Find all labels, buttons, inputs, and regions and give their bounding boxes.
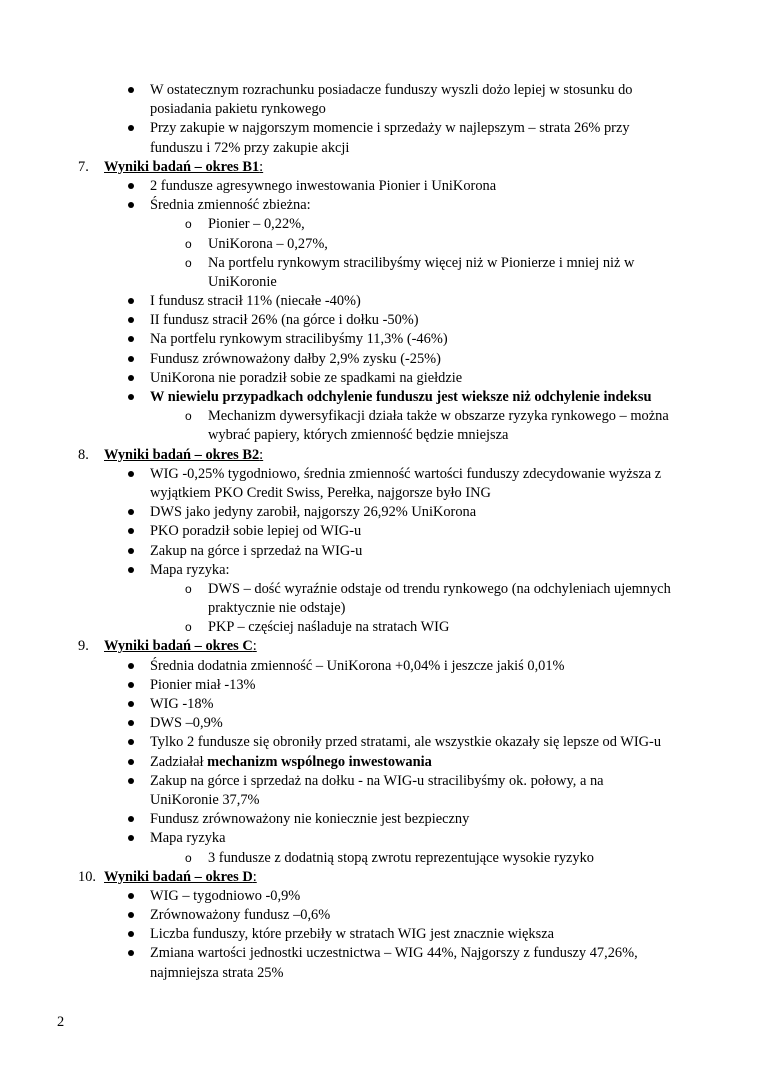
section-title	[104, 158, 263, 177]
circle-bullet-icon: o	[185, 409, 192, 424]
list-item	[0, 772, 760, 791]
item-text: II fundusz stracił 26% (na górce i dołku -50%)	[150, 312, 419, 329]
item-text: Mapa ryzyka:	[150, 561, 230, 578]
sub-list-item	[0, 580, 760, 599]
circle-bullet-icon: o	[185, 255, 192, 270]
list-item	[0, 657, 760, 676]
item-text: DWS –0,9%	[150, 715, 223, 732]
list-item	[0, 388, 760, 407]
circle-bullet-icon: o	[185, 236, 192, 251]
item-text: UniKoronie 37,7%	[150, 791, 260, 808]
item-text: wybrać papiery, których zmienność będzie mniejsza	[208, 427, 509, 444]
item-text: WIG -18%	[150, 696, 214, 712]
item-text: Zakup na górce i sprzedaż na WIG-u	[150, 542, 363, 559]
item-text: Zakup na górce i sprzedaż na dołku - na WIG-u stracilibyśmy ok. połowy, a na	[150, 772, 604, 789]
section-title-text: Wyniki badań – okres B1	[104, 158, 260, 175]
sub-list-item	[0, 599, 760, 618]
item-text: Fundusz zrównoważony nie koniecznie jest bezpieczny	[150, 811, 470, 828]
section-number: 9.	[78, 638, 89, 655]
item-text: W niewielu przypadkach odchylenie funduszu jest wieksze niż odchylenie indeksu	[150, 389, 652, 405]
sub-list-item	[0, 273, 760, 292]
item-text: Liczba funduszy, które przebiły w stratach WIG jest znacznie większa	[150, 926, 554, 943]
section-title-text: Wyniki badań – okres C	[104, 638, 253, 655]
item-text: WIG – tygodniowo -0,9%	[150, 887, 301, 904]
section-title	[104, 446, 263, 465]
item-text: 2 fundusze agresywnego inwestowania Pionier i UniKorona	[150, 177, 497, 194]
item-text: Zrównoważony fundusz –0,6%	[150, 907, 331, 924]
sub-list-item	[0, 235, 760, 254]
list-item	[0, 484, 760, 503]
item-text: Średnia dodatnia zmienność – UniKorona +0,04% i jeszcze jakiś 0,01%	[150, 657, 565, 674]
item-text: Na portfelu rynkowym stracilibyśmy więcej niż w Pionierze i mniej niż w	[208, 254, 635, 271]
item-text: Na portfelu rynkowym stracilibyśmy 11,3% (-46%)	[150, 331, 448, 348]
list-item	[0, 177, 760, 196]
list-item	[0, 330, 760, 349]
section-heading	[0, 446, 760, 465]
section-title-colon: :	[259, 446, 264, 463]
section-heading	[0, 158, 760, 177]
section-title-colon: :	[252, 638, 257, 655]
section-heading	[0, 868, 760, 887]
item-text: DWS jako jedyny zarobił, najgorszy 26,92% UniKorona	[150, 504, 477, 521]
sub-list-item	[0, 426, 760, 445]
item-text: Pionier – 0,22%,	[208, 216, 305, 233]
list-item	[0, 714, 760, 733]
list-item	[0, 311, 760, 330]
section-title	[104, 868, 257, 887]
circle-bullet-icon: o	[185, 620, 192, 635]
document-body	[0, 81, 760, 983]
sub-list-item	[0, 215, 760, 234]
list-item	[0, 676, 760, 695]
item-text-prefix: Zadziałał	[150, 753, 208, 770]
item-text: praktycznie nie odstaje)	[208, 600, 346, 617]
item-text: Przy zakupie w najgorszym momencie i sprzedaży w najlepszym – strata 26% przy	[150, 120, 630, 137]
section-number: 10.	[78, 868, 96, 885]
item-text: PKP – częściej naśladuje na stratach WIG	[208, 619, 450, 636]
list-item	[0, 829, 760, 848]
item-text: Fundusz zrównoważony dałby 2,9% zysku (-25%)	[150, 350, 441, 367]
sub-list-item	[0, 407, 760, 426]
list-item	[0, 369, 760, 388]
item-text: Zmiana wartości jednostki uczestnictwa – WIG 44%, Najgorszy z funduszy 47,26%,	[150, 945, 638, 962]
list-item	[0, 561, 760, 580]
list-item	[0, 139, 760, 158]
item-text: W ostatecznym rozrachunku posiadacze funduszy wyszli dożo lepiej w stosunku do	[150, 82, 633, 98]
list-item	[0, 925, 760, 944]
list-item	[0, 292, 760, 311]
list-item	[0, 964, 760, 983]
list-item	[0, 465, 760, 484]
section-title	[104, 637, 257, 656]
item-text: najmniejsza strata 25%	[150, 964, 284, 981]
item-text: I fundusz stracił 11% (niecałe -40%)	[150, 293, 361, 310]
section-number: 7.	[78, 158, 89, 175]
item-text: UniKorona nie poradził sobie ze spadkami na giełdzie	[150, 369, 463, 386]
list-item	[0, 196, 760, 215]
section-title-colon: :	[259, 158, 264, 175]
list-item	[0, 100, 760, 119]
item-text: funduszu i 72% przy zakupie akcji	[150, 139, 350, 156]
list-item	[0, 695, 760, 714]
item-text	[150, 753, 432, 772]
item-text: DWS – dość wyraźnie odstaje od trendu rynkowego (na odchyleniach ujemnych	[208, 580, 671, 597]
list-item	[0, 791, 760, 810]
item-text-bold: mechanizm wspólnego inwestowania	[207, 753, 432, 770]
list-item	[0, 81, 760, 100]
item-text: posiadania pakietu rynkowego	[150, 101, 326, 118]
list-item	[0, 522, 760, 541]
item-text: Mechanizm dywersyfikacji działa także w obszarze ryzyka rynkowego – można	[208, 408, 669, 425]
list-item	[0, 906, 760, 925]
list-item	[0, 944, 760, 963]
item-text: Średnia zmienność zbieżna:	[150, 197, 311, 214]
list-item	[0, 542, 760, 561]
item-text: Pionier miał -13%	[150, 676, 256, 693]
item-text: UniKoronie	[208, 273, 277, 290]
item-text: wyjątkiem PKO Credit Swiss, Perełka, najgorsze było ING	[150, 484, 491, 501]
list-item	[0, 810, 760, 829]
circle-bullet-icon: o	[185, 217, 192, 232]
item-text: UniKorona – 0,27%,	[208, 235, 328, 252]
item-text: Tylko 2 fundusze się obroniły przed stratami, ale wszystkie okazały się lepsze od WIG-u	[150, 734, 662, 751]
sub-list-item	[0, 254, 760, 273]
list-item	[0, 350, 760, 369]
sub-list-item	[0, 618, 760, 637]
list-item	[0, 887, 760, 906]
list-item	[0, 503, 760, 522]
list-item	[0, 733, 760, 752]
circle-bullet-icon: o	[185, 581, 192, 596]
section-title-text: Wyniki badań – okres D	[104, 868, 253, 885]
section-title-colon: :	[252, 868, 257, 885]
section-number: 8.	[78, 446, 89, 463]
item-text: 3 fundusze z dodatnią stopą zwrotu reprezentujące wysokie ryzyko	[208, 849, 595, 866]
item-text: WIG -0,25% tygodniowo, średnia zmienność wartości funduszy zdecydowanie wyższa z	[150, 465, 662, 482]
circle-bullet-icon: o	[185, 850, 192, 865]
item-text: PKO poradził sobie lepiej od WIG-u	[150, 523, 362, 540]
list-item	[0, 753, 760, 772]
section-heading	[0, 637, 760, 656]
page-number: 2	[57, 1014, 65, 1030]
sub-list-item	[0, 849, 760, 868]
section-title-text: Wyniki badań – okres B2	[104, 446, 260, 463]
item-text: Mapa ryzyka	[150, 830, 226, 847]
list-item	[0, 119, 760, 138]
